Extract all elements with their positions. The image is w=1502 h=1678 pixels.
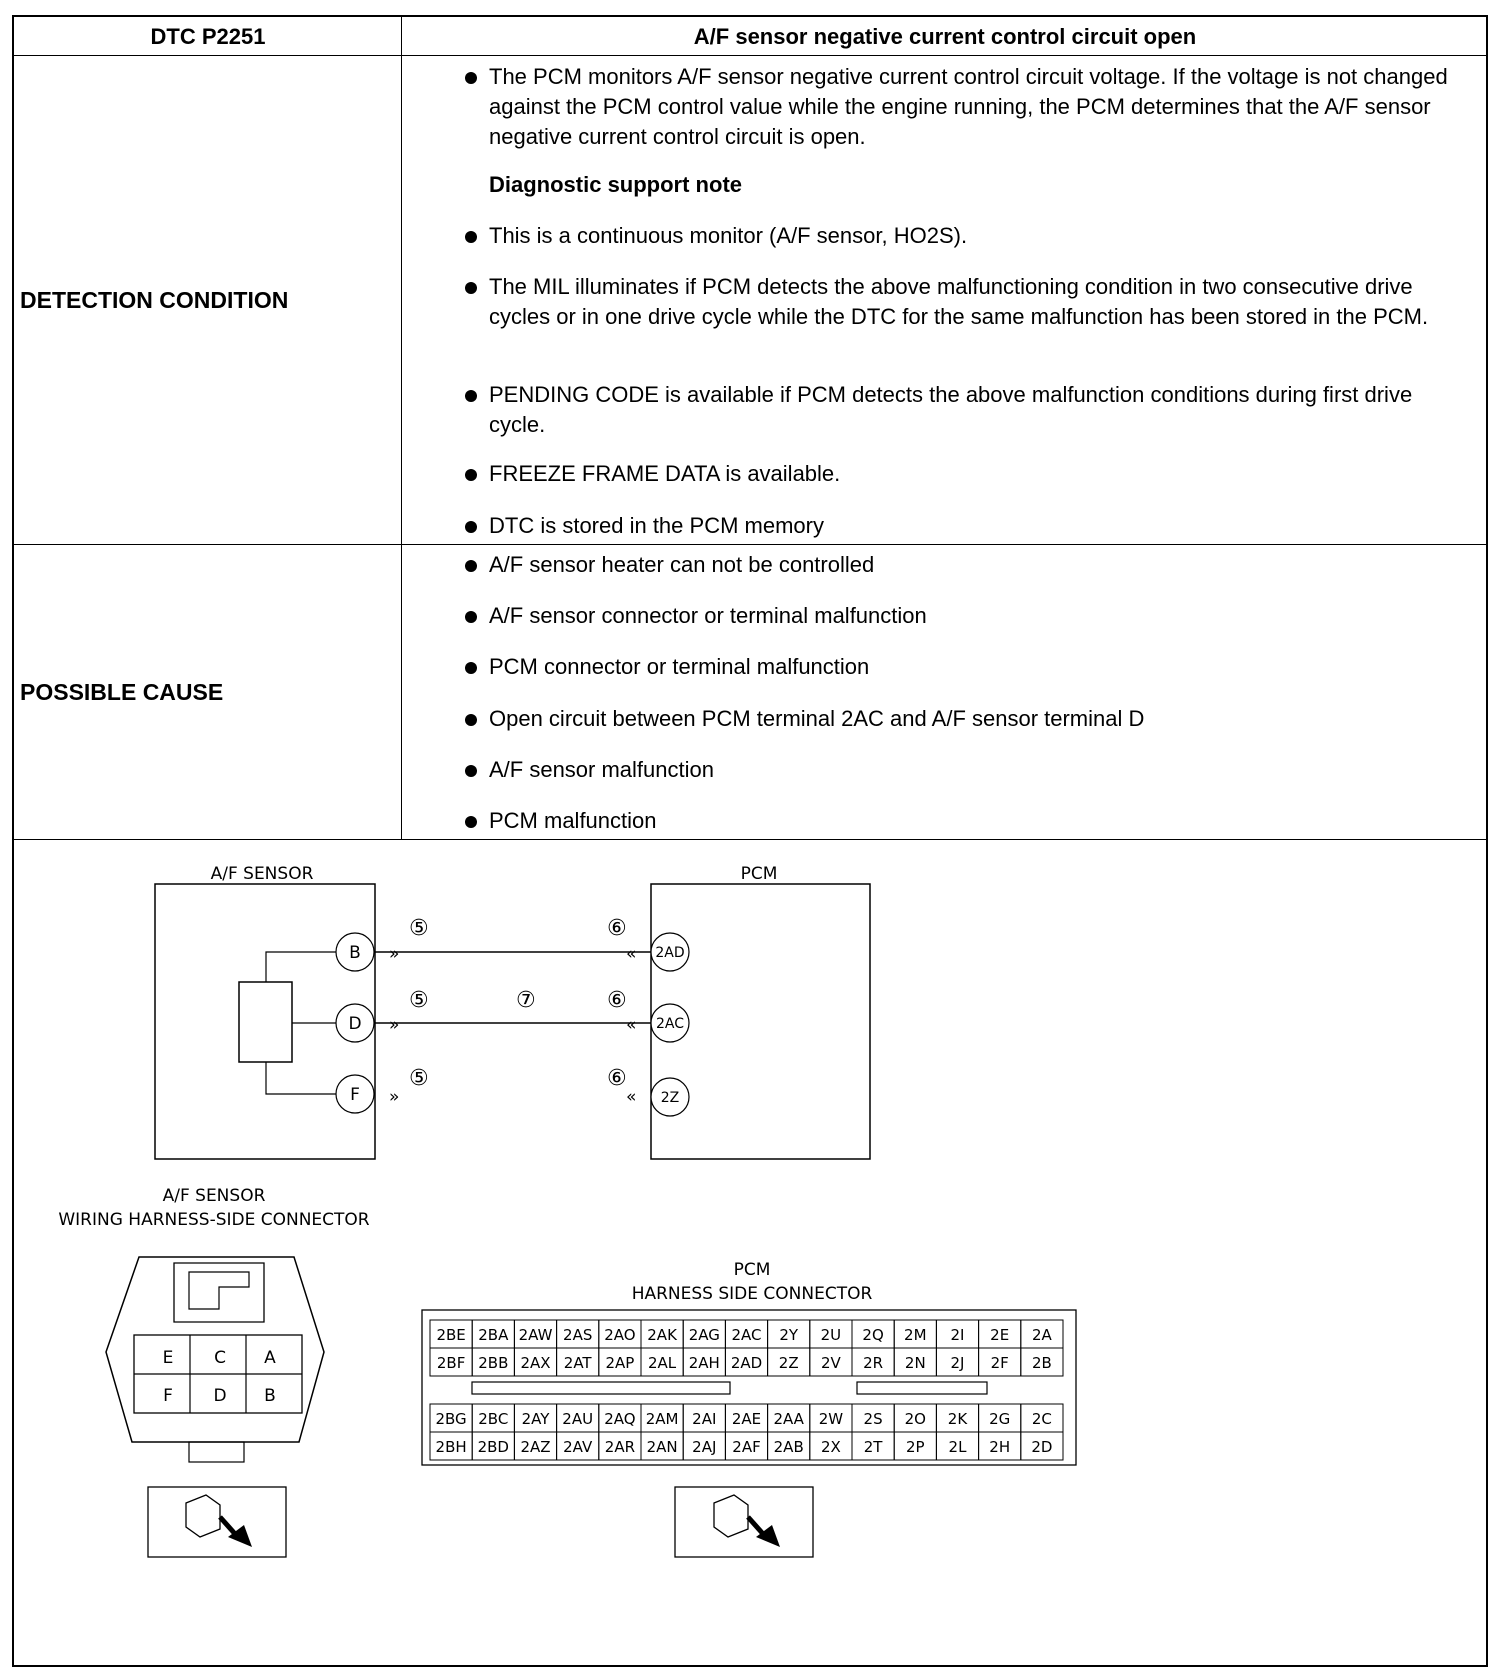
pcm-pin-label: 2BH xyxy=(435,1438,467,1456)
pcm-pin-label: 2AF xyxy=(732,1438,761,1456)
svg-text:2AD: 2AD xyxy=(655,945,685,961)
list-item: The PCM monitors A/F sensor negative current control circuit voltage. If the voltage is not changed against the PCM control value while the engine running, the PCM determines that the A/F sensor negative current control circuit is open. xyxy=(429,62,1469,152)
pcm-pin-label: 2H xyxy=(989,1438,1011,1456)
pcm-pin-label: 2BA xyxy=(478,1326,509,1344)
pcm-pin-label: 2Y xyxy=(779,1326,799,1344)
pcm-pin-label: 2A xyxy=(1031,1326,1052,1344)
pcm-pin-label: 2S xyxy=(863,1410,883,1428)
pcm-pin-label: 2AK xyxy=(647,1326,677,1344)
pcm-pin-label: 2BD xyxy=(477,1438,509,1456)
pcm-pin-label: 2AC xyxy=(731,1326,762,1344)
pcm-pin-label: 2AM xyxy=(645,1410,679,1428)
svg-text:D: D xyxy=(213,1386,227,1406)
pcm-pin-label: 2AT xyxy=(563,1354,592,1372)
pcm-pin-label: 2K xyxy=(947,1410,968,1428)
pcm-pin-label: 2AL xyxy=(648,1354,677,1372)
pcm-pin-label: 2AO xyxy=(604,1326,636,1344)
pcm-pin-label: 2U xyxy=(820,1326,842,1344)
pcm-pin-label: 2R xyxy=(863,1354,884,1372)
pcm-pin-label: 2F xyxy=(990,1354,1009,1372)
connector-mark: « xyxy=(626,944,637,964)
view-direction-icon xyxy=(148,1487,286,1557)
pcm-pin-label: 2T xyxy=(863,1438,883,1456)
pcm-pin-label: 2AV xyxy=(563,1438,593,1456)
pcm-pin-label: 2G xyxy=(989,1410,1011,1428)
pcm-pin-label: 2BC xyxy=(478,1410,509,1428)
list-item: DTC is stored in the PCM memory xyxy=(429,511,1469,541)
svg-text:2AC: 2AC xyxy=(655,1016,685,1032)
dtc-code: DTC P2251 xyxy=(150,24,266,49)
pcm-pin-label: 2I xyxy=(950,1326,965,1344)
list-item: A/F sensor heater can not be controlled xyxy=(429,550,1469,580)
marker-5: ⑤ xyxy=(409,916,429,941)
pcm-pin-label: 2BF xyxy=(436,1354,466,1372)
pcm-pin-label: 2D xyxy=(1031,1438,1053,1456)
pcm-pin-label: 2P xyxy=(906,1438,925,1456)
connector-mark: » xyxy=(389,1015,400,1035)
pcm-pin-label: 2L xyxy=(948,1438,967,1456)
dtc-description: A/F sensor negative current control circuit open xyxy=(693,24,1197,49)
marker-7: ⑦ xyxy=(516,988,536,1013)
list-item: PCM malfunction xyxy=(429,806,1469,836)
list-item: Open circuit between PCM terminal 2AC and A/F sensor terminal D xyxy=(429,704,1469,734)
connector-title-2: WIRING HARNESS-SIDE CONNECTOR xyxy=(58,1210,370,1230)
pcm-pin-label: 2AR xyxy=(604,1438,636,1456)
pcm-pin-label: 2J xyxy=(950,1354,965,1372)
marker-6: ⑥ xyxy=(607,988,627,1013)
pcm-pin-label: 2M xyxy=(904,1326,927,1344)
connector-mark: » xyxy=(389,944,400,964)
pcm-pin-label: 2W xyxy=(818,1410,844,1428)
svg-text:A: A xyxy=(264,1348,276,1368)
pcm-title: PCM xyxy=(740,864,778,884)
pcm-pin-label: 2Q xyxy=(862,1326,884,1344)
list-item: FREEZE FRAME DATA is available. xyxy=(429,459,1469,489)
list-item: A/F sensor connector or terminal malfunction xyxy=(429,601,1469,631)
pcm-pin-label: 2V xyxy=(820,1354,841,1372)
pcm-pin-label: 2AB xyxy=(773,1438,804,1456)
pcm-pin-label: 2AE xyxy=(731,1410,762,1428)
sensor-title: A/F SENSOR xyxy=(210,864,314,884)
pcm-pin-label: 2AS xyxy=(563,1326,593,1344)
dtc-sheet xyxy=(12,15,1488,1667)
pcm-pin-label: 2AJ xyxy=(692,1438,717,1456)
svg-text:C: C xyxy=(214,1348,226,1368)
detection-label: DETECTION CONDITION xyxy=(20,287,289,313)
sensor-element xyxy=(239,982,292,1062)
connector-mark: « xyxy=(626,1087,637,1107)
list-item: PCM connector or terminal malfunction xyxy=(429,652,1469,682)
pcm-pin-label: 2O xyxy=(904,1410,926,1428)
pcm-pin-label: 2AD xyxy=(730,1354,763,1372)
svg-text:F: F xyxy=(163,1386,173,1406)
svg-text:B: B xyxy=(349,943,361,963)
support-note-heading: Diagnostic support note xyxy=(489,172,742,197)
marker-5: ⑤ xyxy=(409,1066,429,1091)
pcm-pin-label: 2AU xyxy=(562,1410,594,1428)
list-item: A/F sensor malfunction xyxy=(429,755,1469,785)
list-item: PENDING CODE is available if PCM detects the above malfunction conditions during first drive cycle. xyxy=(429,380,1469,440)
cause-label: POSSIBLE CAUSE xyxy=(20,679,224,705)
svg-text:F: F xyxy=(350,1085,360,1105)
pcm-pin-label: 2AP xyxy=(605,1354,635,1372)
pcm-pin-label: 2AH xyxy=(688,1354,720,1372)
pcm-pin-grid xyxy=(430,1320,1063,1460)
view-direction-icon xyxy=(675,1487,813,1557)
pcm-conn-title-1: PCM xyxy=(733,1260,771,1280)
pcm-pin-label: 2X xyxy=(820,1438,841,1456)
marker-6: ⑥ xyxy=(607,916,627,941)
pcm-pin-label: 2AG xyxy=(688,1326,720,1344)
pcm-pin-label: 2AI xyxy=(692,1410,717,1428)
marker-6: ⑥ xyxy=(607,1066,627,1091)
pcm-pin-label: 2AN xyxy=(646,1438,678,1456)
list-item: This is a continuous monitor (A/F sensor, HO2S). xyxy=(429,221,1469,251)
connector-mark: « xyxy=(626,1015,637,1035)
marker-5: ⑤ xyxy=(409,988,429,1013)
pcm-pin-label: 2AZ xyxy=(520,1438,551,1456)
svg-text:D: D xyxy=(348,1014,362,1034)
pcm-pin-label: 2AA xyxy=(773,1410,804,1428)
pcm-pin-label: 2BB xyxy=(478,1354,509,1372)
pcm-pin-label: 2B xyxy=(1031,1354,1052,1372)
pcm-pin-label: 2C xyxy=(1031,1410,1052,1428)
pcm-conn-title-2: HARNESS SIDE CONNECTOR xyxy=(631,1284,873,1304)
list-item: The MIL illuminates if PCM detects the above malfunctioning condition in two consecutive drive cycles or in one drive cycle while the DTC for the same malfunction has been stored in the PCM. xyxy=(429,272,1469,332)
pcm-pin-label: 2AW xyxy=(518,1326,553,1344)
pcm-pin-label: 2E xyxy=(990,1326,1010,1344)
pcm-pin-label: 2BE xyxy=(436,1326,466,1344)
pcm-pin-label: 2N xyxy=(904,1354,926,1372)
pcm-pin-label: 2AQ xyxy=(604,1410,636,1428)
svg-text:2Z: 2Z xyxy=(660,1090,680,1106)
pcm-pin-label: 2Z xyxy=(778,1354,799,1372)
connector-title-1: A/F SENSOR xyxy=(162,1186,266,1206)
pcm-pin-label: 2BG xyxy=(435,1410,467,1428)
pcm-pin-label: 2AY xyxy=(521,1410,550,1428)
wiring-diagram xyxy=(14,17,1486,1665)
pcm-pin-label: 2AX xyxy=(520,1354,551,1372)
svg-text:E: E xyxy=(162,1348,174,1368)
svg-text:B: B xyxy=(264,1386,276,1406)
connector-mark: » xyxy=(389,1087,400,1107)
